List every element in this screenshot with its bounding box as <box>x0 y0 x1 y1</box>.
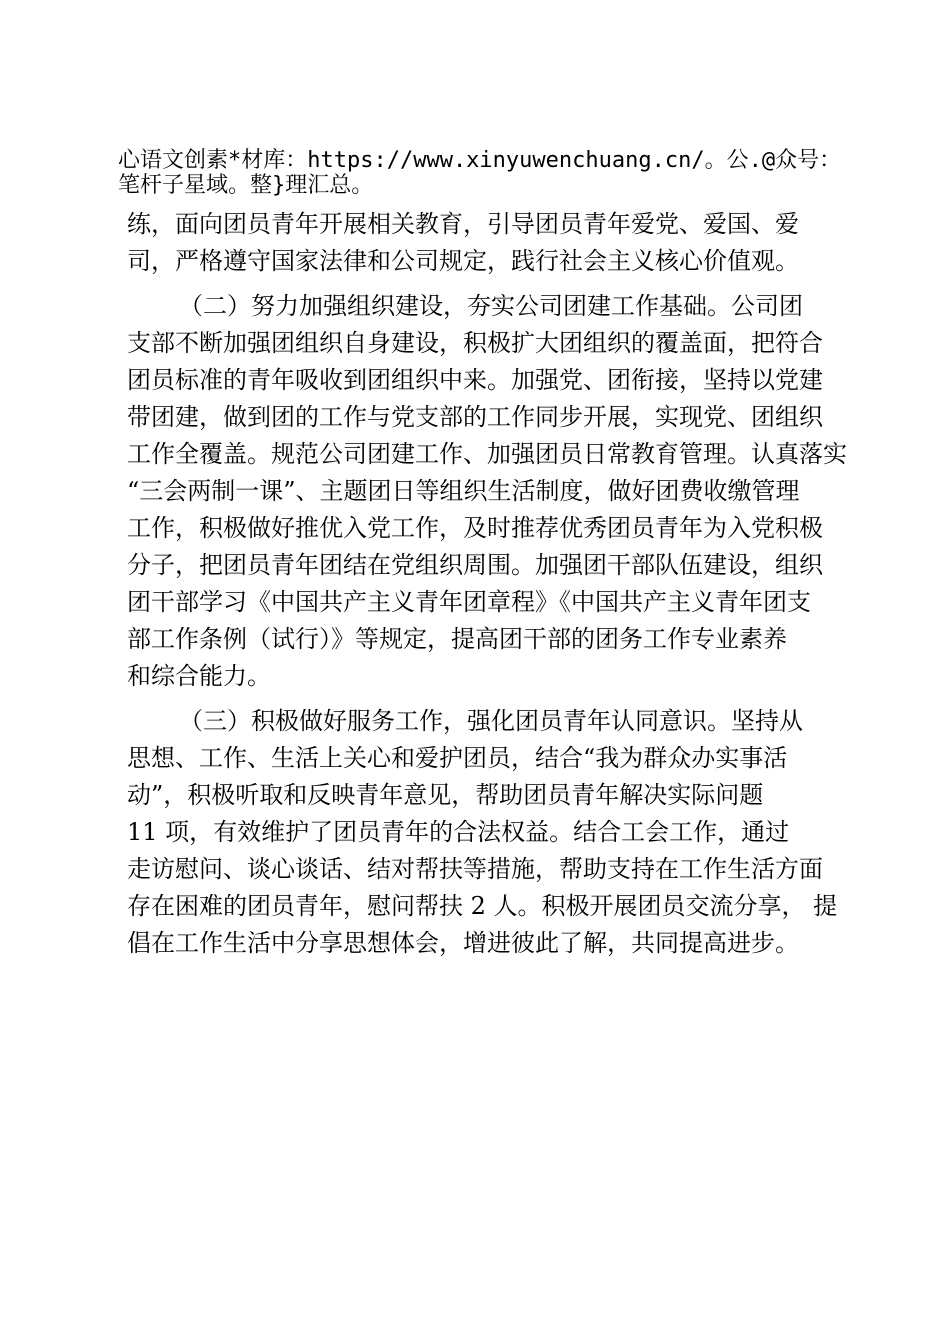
text-line: 练，面向团员青年开展相关教育，引导团员青年爱党、爱国、爱 <box>127 210 799 238</box>
watermark-line-2: 笔杆子星域。整}理汇总。 <box>118 173 374 198</box>
text-line: 11 项，有效维护了团员青年的合法权益。结合工会工作，通过 <box>127 818 790 846</box>
text-line: 带团建，做到团的工作与党支部的工作同步开展，实现党、团组织 <box>127 403 823 431</box>
text-line: 工作，积极做好推优入党工作，及时推荐优秀团员青年为入党积极 <box>127 514 823 542</box>
header-watermark <box>118 148 898 198</box>
text-line: 和综合能力。 <box>127 662 271 690</box>
text-line: 倡在工作生活中分享思想体会，增进彼此了解，共同提高进步。 <box>127 929 799 957</box>
text-line: 团干部学习《中国共产主义青年团章程》《中国共产主义青年团支 <box>127 588 811 616</box>
text-line: 支部不断加强团组织自身建设，积极扩大团组织的覆盖面，把符合 <box>127 329 823 357</box>
text-line: 思想、工作、生活上关心和爱护团员，结合“我为群众办实事活 <box>127 744 788 772</box>
text-line: “三会两制一课”、主题团日等组织生活制度，做好团费收缴管理 <box>127 477 800 505</box>
text-line: （三）积极做好服务工作，强化团员青年认同意识。坚持从 <box>179 707 803 735</box>
text-line: 工作全覆盖。规范公司团建工作、加强团员日常教育管理。认真落实 <box>127 440 847 468</box>
text-line: 走访慰问、谈心谈话、结对帮扶等措施，帮助支持在工作生活方面 <box>127 855 823 883</box>
text-line: 团员标准的青年吸收到团组织中来。加强党、团衔接，坚持以党建 <box>127 366 823 394</box>
document-body <box>127 206 847 962</box>
paragraph-2 <box>127 288 847 695</box>
text-line: 动”，积极听取和反映青年意见，帮助团员青年解决实际问题 <box>127 781 764 809</box>
text-line: 存在困难的团员青年，慰问帮扶 2 人。积极开展团员交流分享， 提 <box>127 892 838 920</box>
text-line: （二）努力加强组织建设，夯实公司团建工作基础。公司团 <box>179 292 803 320</box>
watermark-line-1: 心语文创素*材库：https://www.xinyuwenchuang.cn/。公.@众号： <box>118 148 842 173</box>
paragraph-1 <box>127 206 847 280</box>
text-line: 司，严格遵守国家法律和公司规定，践行社会主义核心价值观。 <box>127 247 799 275</box>
paragraph-3 <box>127 703 847 962</box>
text-line: 分子，把团员青年团结在党组织周围。加强团干部队伍建设，组织 <box>127 551 823 579</box>
text-line: 部工作条例（试行）》等规定，提高团干部的团务工作专业素养 <box>127 625 787 653</box>
